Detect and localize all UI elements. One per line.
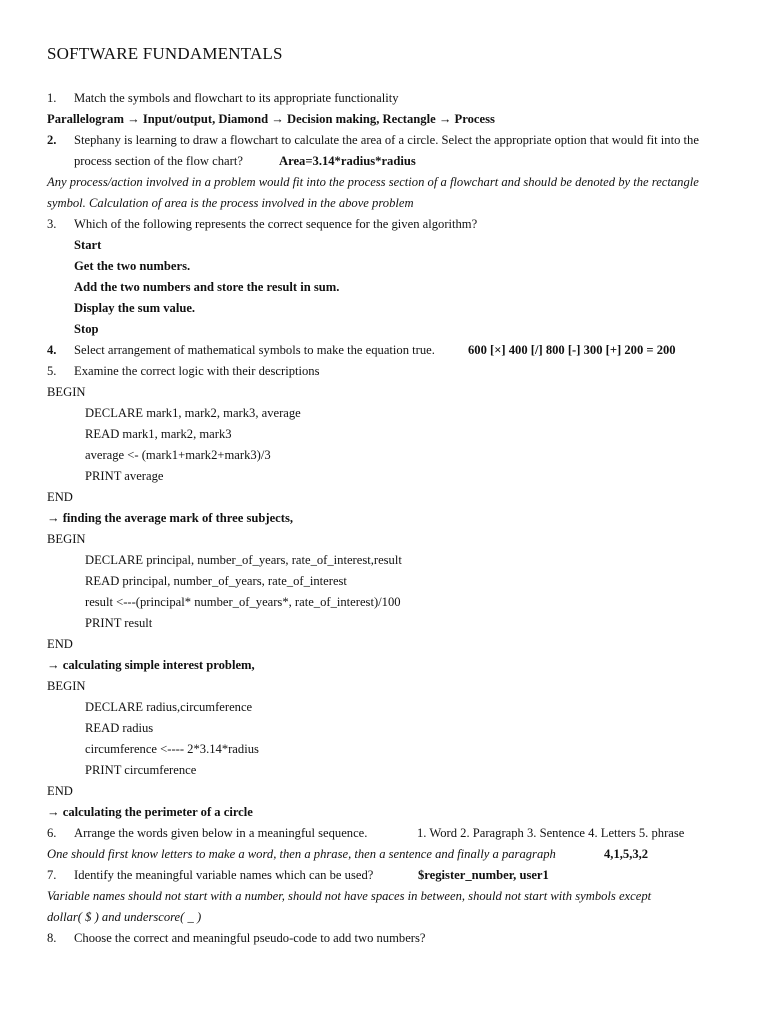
question-text: process section of the flow chart? (74, 154, 243, 168)
pseudocode-line: READ radius (85, 721, 154, 735)
explanation-text: One should first know letters to make a word, then a phrase, then a sentence and finally a paragraph (47, 847, 556, 861)
answer-2: Area=3.14*radius*radius (279, 154, 416, 168)
pseudocode-line: result <---(principal* number_of_years*, rate_of_interest)/100 (85, 595, 401, 609)
question-text: Which of the following represents the correct sequence for the given algorithm? (74, 217, 478, 231)
pseudocode-line: PRINT average (85, 469, 164, 483)
answer-4: 600 [×] 400 [/] 800 [-] 300 [+] 200 = 200 (468, 343, 676, 357)
question-text: Identify the meaningful variable names which can be used? (74, 868, 374, 882)
question-number: 2. (47, 133, 57, 147)
pseudocode-line: DECLARE radius,circumference (85, 700, 253, 714)
answer-6: 4,1,5,3,2 (604, 847, 649, 861)
options-6: 1. Word 2. Paragraph 3. Sentence 4. Letters 5. phrase (417, 826, 685, 840)
question-number: 1. (47, 91, 57, 105)
pseudocode-line: average <- (mark1+mark2+mark3)/3 (85, 448, 271, 462)
pseudocode-begin: BEGIN (47, 532, 86, 546)
pseudocode-begin: BEGIN (47, 679, 86, 693)
pseudocode-end: END (47, 637, 73, 651)
page-title: SOFTWARE FUNDAMENTALS (47, 44, 283, 63)
pseudocode-description: → finding the average mark of three subjects, (47, 511, 294, 525)
pseudocode-description: → calculating the perimeter of a circle (47, 805, 253, 819)
pseudocode-line: DECLARE principal, number_of_years, rate_of_interest,result (85, 553, 402, 567)
question-text: Select arrangement of mathematical symbols to make the equation true. (74, 343, 435, 357)
algorithm-step: Display the sum value. (74, 301, 196, 315)
answer-7: $register_number, user1 (418, 868, 549, 882)
algorithm-step: Stop (74, 322, 99, 336)
question-number: 6. (47, 826, 57, 840)
algorithm-step: Start (74, 238, 102, 252)
pseudocode-line: READ mark1, mark2, mark3 (85, 427, 232, 441)
question-number: 5. (47, 364, 57, 378)
question-text: Arrange the words given below in a meaningful sequence. (74, 826, 368, 840)
explanation-7-line1: Variable names should not start with a number, should not have spaces in between, should not start with symbols except (47, 889, 652, 903)
question-text: Stephany is learning to draw a flowchart to calculate the area of a circle. Select the appropriate option that would fit into the (74, 133, 699, 147)
answer-1: Parallelogram → Input/output, Diamond → Decision making, Rectangle → Process (47, 112, 495, 126)
pseudocode-end: END (47, 784, 73, 798)
question-number: 8. (47, 931, 57, 945)
question-number: 3. (47, 217, 57, 231)
pseudocode-end: END (47, 490, 73, 504)
question-number: 4. (47, 343, 57, 357)
pseudocode-description: → calculating simple interest problem, (47, 658, 255, 672)
pseudocode-line: circumference <---- 2*3.14*radius (85, 742, 259, 756)
question-text: Choose the correct and meaningful pseudo-code to add two numbers? (74, 931, 426, 945)
pseudocode-line: DECLARE mark1, mark2, mark3, average (85, 406, 301, 420)
explanation-2-line1: Any process/action involved in a problem would fit into the process section of a flowchart and should be denoted by the rectangle (47, 175, 699, 189)
pseudocode-begin: BEGIN (47, 385, 86, 399)
pseudocode-line: PRINT circumference (85, 763, 197, 777)
question-text: Match the symbols and flowchart to its appropriate functionality (74, 91, 399, 105)
pseudocode-line: PRINT result (85, 616, 153, 630)
question-text: Examine the correct logic with their descriptions (74, 364, 320, 378)
pseudocode-line: READ principal, number_of_years, rate_of_interest (85, 574, 347, 588)
explanation-7-line2: dollar( $ ) and underscore( _ ) (47, 910, 202, 924)
question-number: 7. (47, 868, 57, 882)
algorithm-step: Add the two numbers and store the result in sum. (74, 280, 340, 294)
algorithm-step: Get the two numbers. (74, 259, 191, 273)
explanation-2-line2: symbol. Calculation of area is the process involved in the above problem (47, 196, 414, 210)
